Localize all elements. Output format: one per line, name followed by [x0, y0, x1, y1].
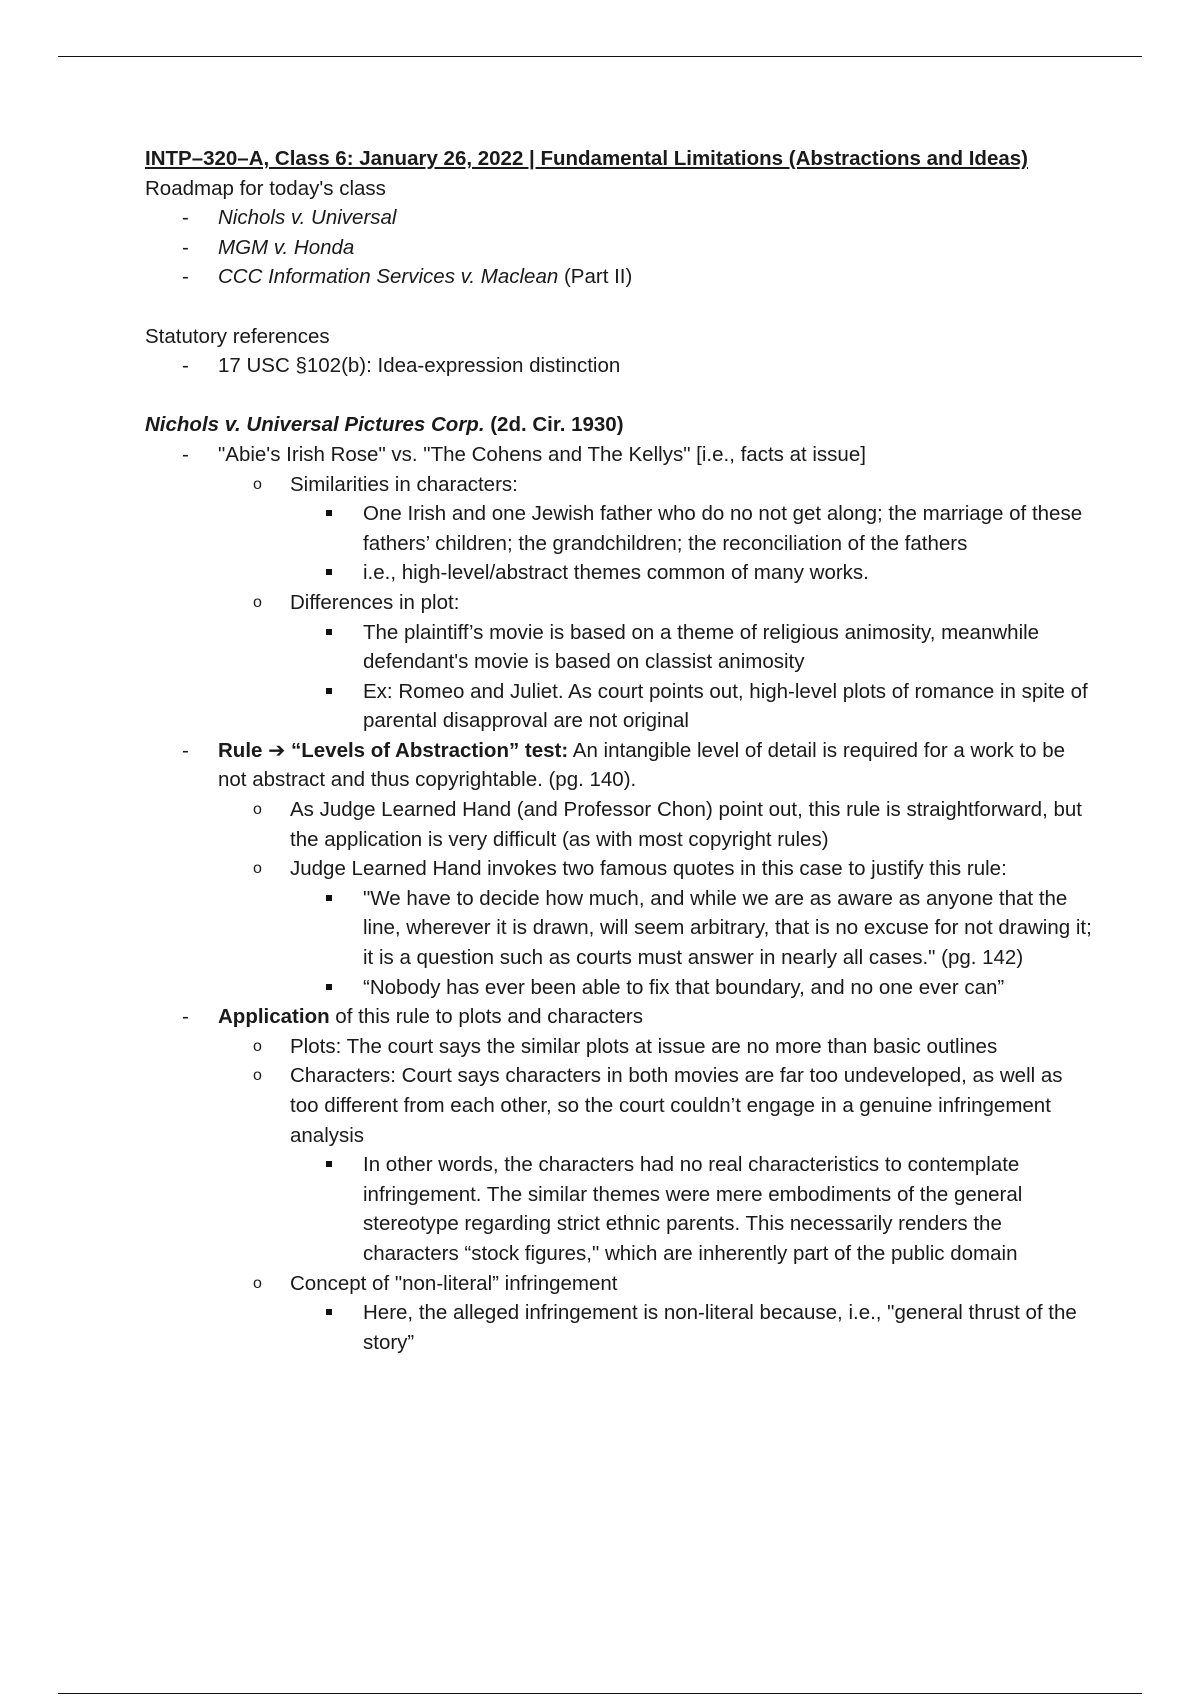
- list-item: [145, 1032, 1095, 1062]
- item-text: Here, the alleged infringement is non-literal because, i.e., "general thrust of the story”: [363, 1301, 1077, 1354]
- item-text: i.e., high-level/abstract themes common of many works.: [363, 561, 869, 585]
- list-item: [145, 618, 1095, 677]
- item-text: The plaintiff’s movie is based on a theme of religious animosity, meanwhile defendant's movie is based on classist animosity: [363, 620, 1040, 674]
- square-bullet-icon: [326, 1150, 332, 1180]
- circle-bullet: o: [253, 1067, 262, 1085]
- item-text: “Nobody has ever been able to fix that boundary, and no one ever can”: [363, 975, 1005, 999]
- list-item: [145, 351, 1095, 381]
- list-item: [145, 1150, 1095, 1268]
- item-text: Differences in plot:: [290, 590, 460, 614]
- dash-bullet: -: [182, 1005, 189, 1029]
- dash-bullet: -: [182, 442, 189, 466]
- list-item: [145, 203, 1095, 233]
- item-text: Ex: Romeo and Juliet. As court points out, high-level plots of romance in spite of parental disapproval are not original: [363, 679, 1088, 733]
- case-heading: [145, 410, 1095, 440]
- dash-bullet: -: [182, 738, 189, 762]
- list-item: [145, 973, 1095, 1003]
- list-item: [145, 736, 1095, 795]
- case-name: Nichols v. Universal: [218, 206, 397, 230]
- circle-bullet: o: [253, 801, 262, 819]
- dash-bullet: -: [182, 206, 189, 230]
- list-item: [145, 558, 1095, 588]
- square-bullet-icon: [326, 558, 332, 588]
- item-text: of this rule to plots and characters: [329, 1005, 643, 1029]
- item-text: "Abie's Irish Rose" vs. "The Cohens and The Kellys" [i.e., facts at issue]: [218, 442, 866, 466]
- item-text: Judge Learned Hand invokes two famous quotes in this case to justify this rule:: [290, 857, 1007, 881]
- item-text: Similarities in characters:: [290, 472, 518, 496]
- square-bullet-icon: [326, 677, 332, 707]
- list-item: [145, 588, 1095, 618]
- list-item: [145, 470, 1095, 500]
- rule-test-name: “Levels of Abstraction” test:: [285, 738, 569, 762]
- case-name: CCC Information Services v. Maclean: [218, 265, 559, 289]
- item-text: (Part II): [558, 265, 633, 289]
- circle-bullet: o: [253, 1037, 262, 1055]
- circle-bullet: o: [253, 475, 262, 493]
- statutory-heading: Statutory references: [145, 324, 330, 348]
- list-item: [145, 884, 1095, 973]
- circle-bullet: o: [253, 1274, 262, 1292]
- list-item: [145, 1298, 1095, 1357]
- square-bullet-icon: [326, 884, 332, 914]
- roadmap-heading: Roadmap for today's class: [145, 176, 386, 200]
- circle-bullet: o: [253, 593, 262, 611]
- item-text: In other words, the characters had no real characteristics to contemplate infringement. The similar themes were mere embodiments of the general stereotype regarding strict ethnic parents. This necessarily renders the characters “stock figures," which are inherently part of the public domain: [363, 1153, 1023, 1265]
- square-bullet-icon: [326, 618, 332, 648]
- case-heading-court: (2d. Cir. 1930): [484, 413, 624, 437]
- dash-bullet: -: [182, 235, 189, 259]
- dash-bullet: -: [182, 354, 189, 378]
- item-text: As Judge Learned Hand (and Professor Chon) point out, this rule is straightforward, but the application is very difficult (as with most copyright rules): [290, 798, 1082, 851]
- list-item: [145, 499, 1095, 558]
- list-item: [145, 795, 1095, 854]
- header-rule: [58, 56, 1142, 57]
- list-item: [145, 233, 1095, 263]
- case-heading-name: Nichols v. Universal Pictures Corp.: [145, 413, 485, 437]
- item-text: 17 USC §102(b): Idea-expression distinction: [218, 354, 621, 378]
- square-bullet-icon: [326, 499, 332, 529]
- list-item: [145, 1061, 1095, 1150]
- list-item: [145, 262, 1095, 292]
- item-text: Concept of "non-literal” infringement: [290, 1271, 618, 1295]
- item-text: An intangible level of detail is required for a work to be not abstract and thus copyrightable. (pg. 140).: [218, 738, 1066, 792]
- item-text: "We have to decide how much, and while we are as aware as anyone that the line, wherever it is drawn, will seem arbitrary, that is no excuse for not drawing it; it is a question such as courts must answer in nearly all cases." (pg. 142): [363, 886, 1092, 970]
- case-name: MGM v. Honda: [218, 235, 355, 259]
- list-item: [145, 677, 1095, 736]
- dash-bullet: -: [182, 265, 189, 289]
- rule-label: Rule: [218, 738, 269, 762]
- square-bullet-icon: [326, 973, 332, 1003]
- list-item: [145, 1269, 1095, 1299]
- list-item: [145, 440, 1095, 470]
- application-label: Application: [218, 1005, 330, 1029]
- list-item: [145, 854, 1095, 884]
- list-item: [145, 1002, 1095, 1032]
- page-title: INTP–320–A, Class 6: January 26, 2022 | Fundamental Limitations (Abstractions and Ideas): [145, 147, 1028, 170]
- item-text: Plots: The court says the similar plots at issue are no more than basic outlines: [290, 1034, 998, 1058]
- circle-bullet: o: [253, 860, 262, 878]
- item-text: One Irish and one Jewish father who do no not get along; the marriage of these fathers’ children; the grandchildren; the reconciliation of the fathers: [363, 502, 1083, 555]
- document-body: [145, 144, 1095, 1357]
- square-bullet-icon: [326, 1298, 332, 1328]
- footer-rule: [58, 1693, 1142, 1694]
- arrow-icon: ➔: [268, 738, 286, 762]
- item-text: Characters: Court says characters in both movies are far too undeveloped, as well as too different from each other, so the court couldn’t engage in a genuine infringement analysis: [290, 1064, 1063, 1147]
